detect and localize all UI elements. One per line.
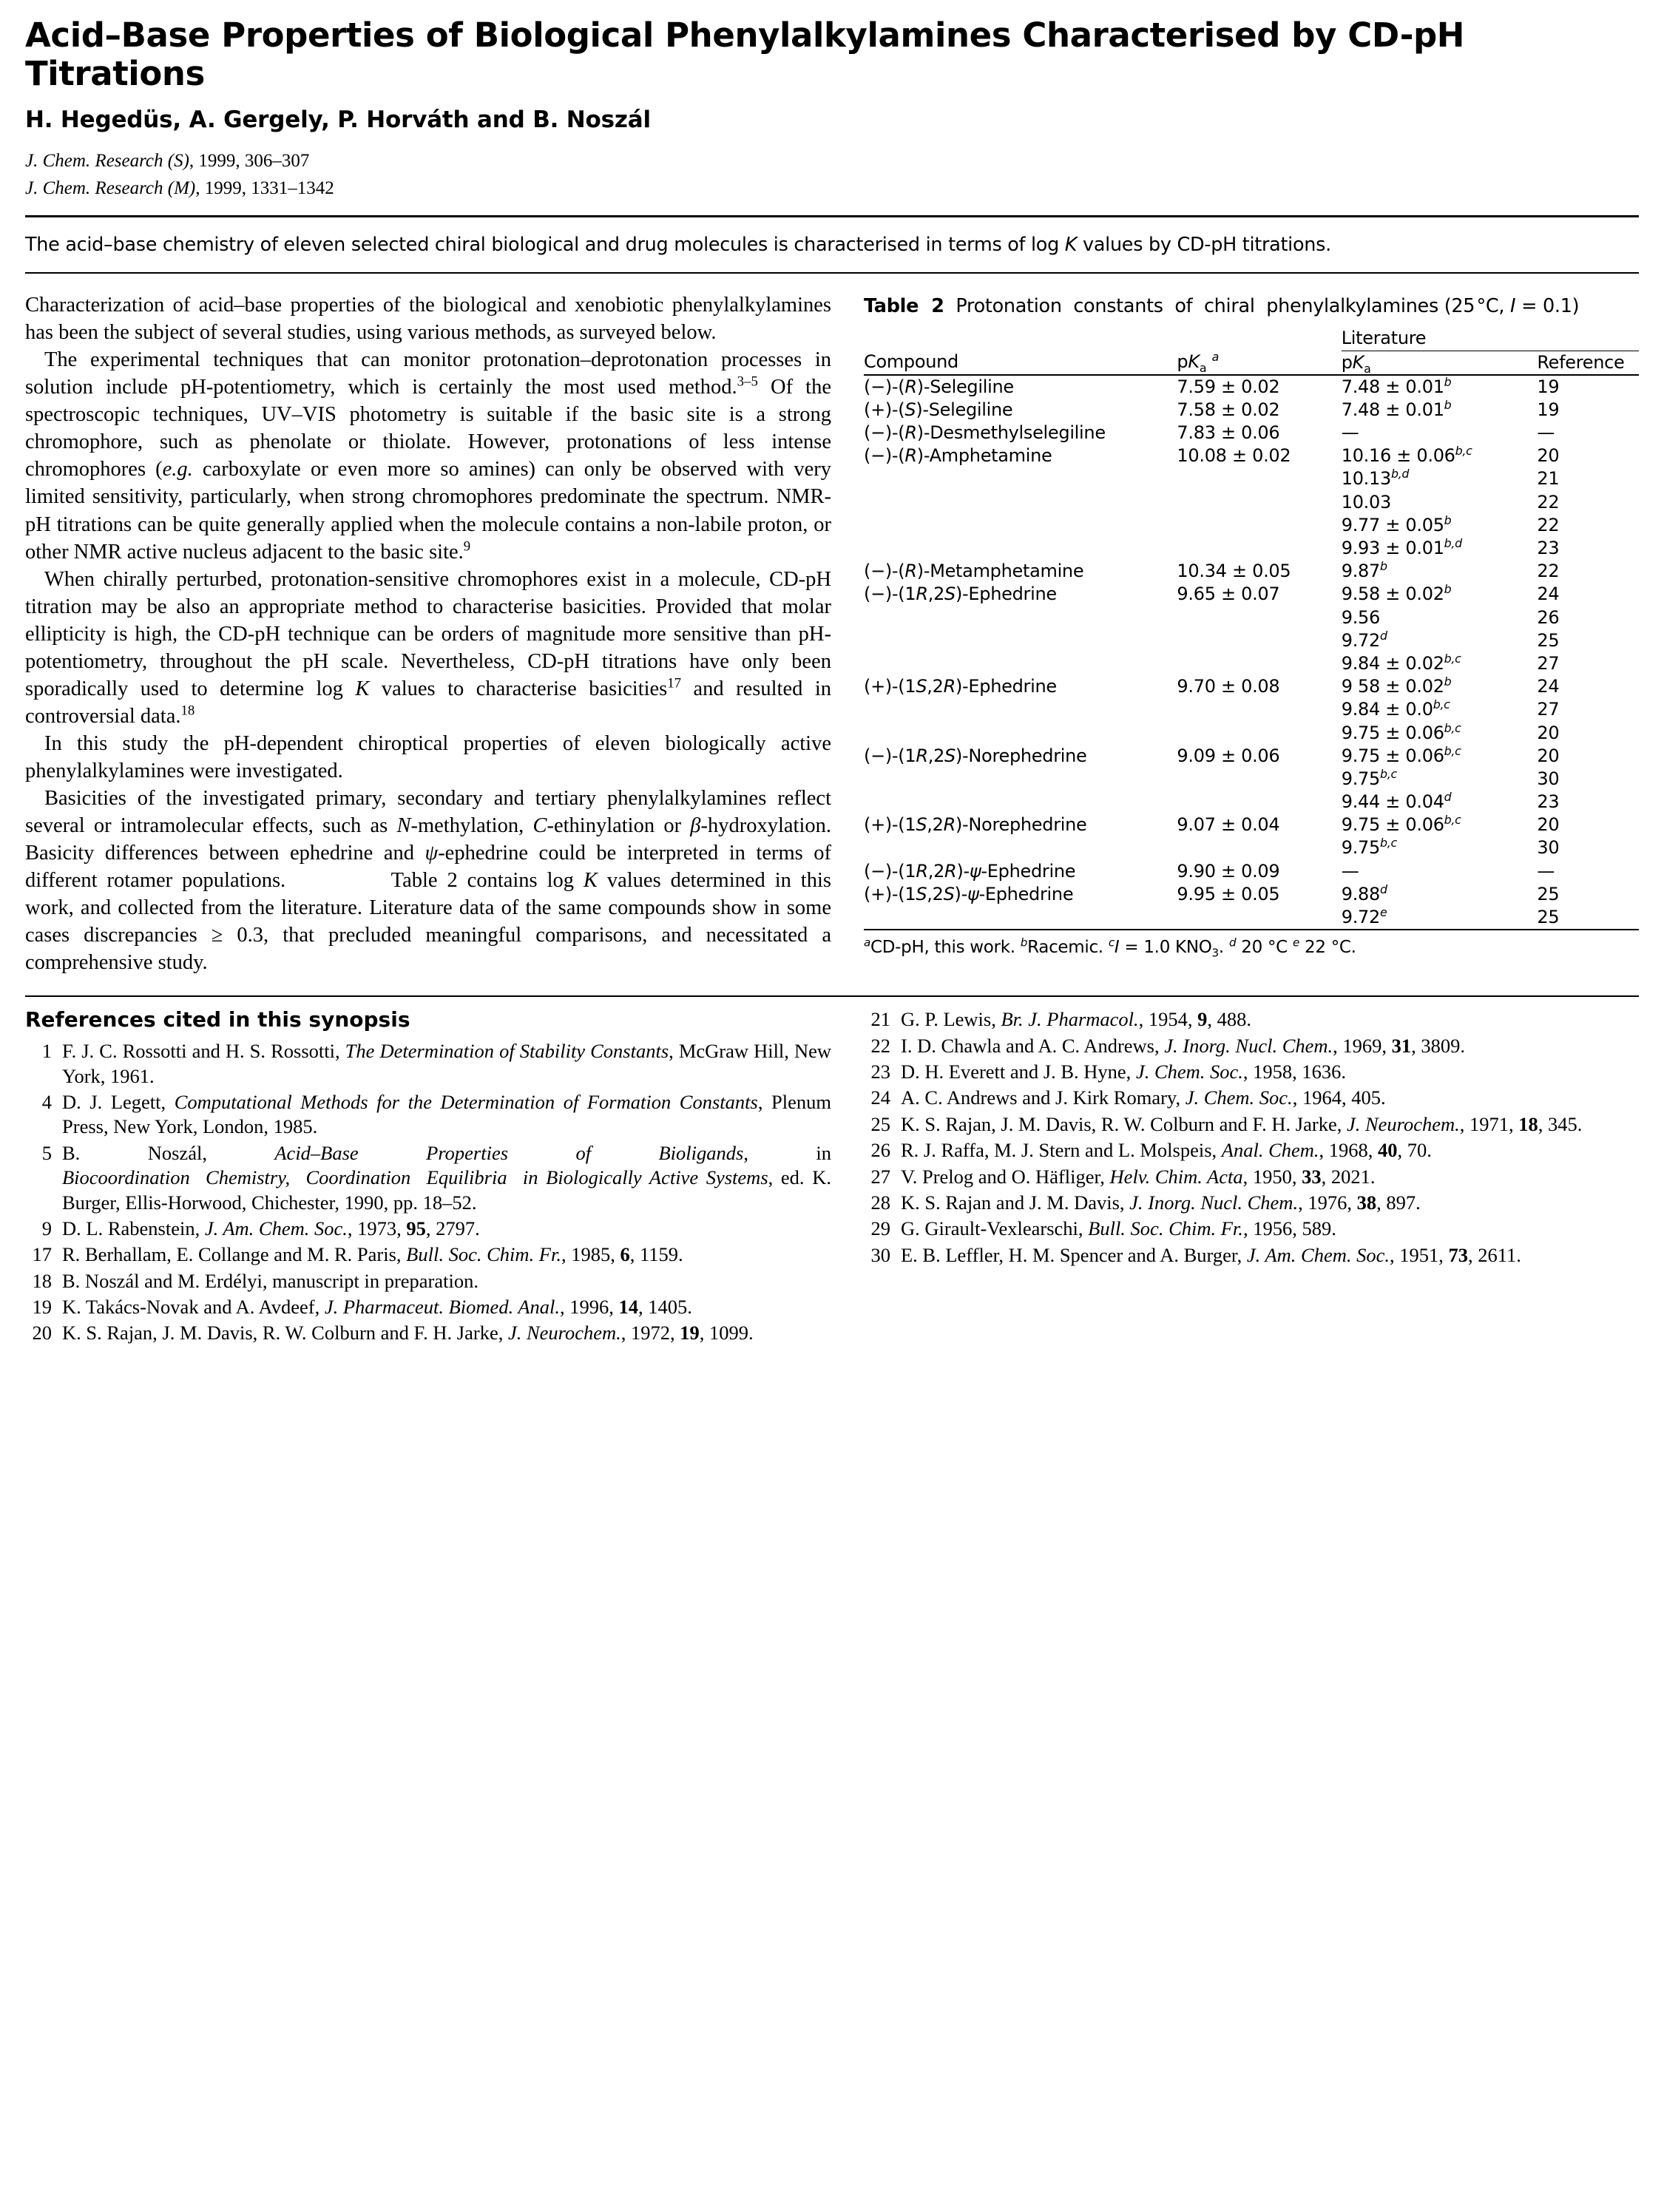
cell-ref: 20 <box>1537 745 1560 766</box>
cell-pka <box>1177 514 1341 537</box>
cell-ref: 24 <box>1537 676 1560 697</box>
reference-number: 25 <box>870 1112 890 1135</box>
cell-compound <box>864 652 1177 675</box>
cell-ref: 23 <box>1537 538 1560 559</box>
cell-compound <box>864 698 1177 721</box>
cell-ref: 19 <box>1537 376 1560 397</box>
column-left <box>25 291 831 976</box>
cell-lit: 9.44 ± 0.04$^d$ <box>1341 790 1452 813</box>
paragraph-5: Basicities of the investigated primary, secondary and tertiary phenylalkylamines reflect several or intramolecular effects, such as N-methylation, C-ethinylation or β-hydroxylation. Basicity differences between ephedrine and ψ-ephedrine could be interpreted in terms of different rotamer populations. Table 2 contains log K values determined in this work, and collected from the literature. Literature data of the same compounds show in some cases discrepancies ≥ 0.3, that precluded meaningful comparisons, and necessitated a comprehensive study. <box>25 786 831 975</box>
reference-text: B. Noszál and M. Erdélyi, manuscript in preparation. <box>62 1269 478 1292</box>
paragraph-2: The experimental techniques that can monitor protonation–deprotonation processes in solution include pH-potentiometry, which is certainly the most used method.$^{3-5}$ Of the spectroscopic techniques, UV–VIS photometry is suitable if the basic site is a strong chromophore, such as phenolate or thiolate. However, protonations of less intense chromophores (e.g. carboxylate or even more so amines) can only be observed with very limited sensitivity, particularly, when strong chromophores predominate the spectrum. NMR-pH titrations can be quite generally applied when the molecule contains a non-labile proton, or other NMR active nucleus adjacent to the basic site.$^9$ <box>25 348 831 564</box>
cell-pka: 7.59 ± 0.02 <box>1177 376 1280 397</box>
reference-text: G. Girault-Vexlearschi, Bull. Soc. Chim. Fr., 1956, 589. <box>901 1217 1336 1240</box>
reference-text: D. H. Everett and J. B. Hyne, J. Chem. Soc., 1958, 1636. <box>901 1061 1347 1083</box>
cell-pka <box>1177 537 1341 560</box>
reference-text: B. Noszál, Acid–Base Properties of Bioligands, in Biocoordination Chemistry, Coordination Equilibria in Biologically Active Systems, ed. K. Burger, Ellis-Horwood, Chichester, 1990, pp. 18–52. <box>62 1141 831 1214</box>
reference-number: 30 <box>870 1243 890 1266</box>
table-row <box>864 836 1639 859</box>
reference-number: 5 <box>41 1141 52 1164</box>
cell-lit: $9.84 \pm 0.0^{b,c}$ <box>1341 697 1450 720</box>
column-right <box>864 291 1639 976</box>
divider-references <box>25 995 1639 997</box>
cell-lit: 9.58 ± 0.02$^b$ <box>1341 582 1452 605</box>
cell-ref: 20 <box>1537 445 1560 467</box>
cell-lit: 9.77 ± 0.05$^b$ <box>1341 513 1452 535</box>
cell-pka <box>1177 698 1341 721</box>
list-item <box>864 1086 1639 1110</box>
reference-number: 27 <box>870 1165 890 1188</box>
divider-abstract <box>25 272 1639 274</box>
reference-number: 29 <box>870 1217 890 1240</box>
divider-top <box>25 215 1639 217</box>
cell-compound <box>864 514 1177 537</box>
cell-lit: 7.48 ± 0.01$^b$ <box>1341 397 1452 420</box>
cell-lit: 9 58 ± 0.02$^b$ <box>1341 674 1452 697</box>
table-row <box>864 375 1639 399</box>
table-row <box>864 768 1639 791</box>
reference-number: 19 <box>32 1296 52 1319</box>
list-item <box>864 1217 1639 1241</box>
cell-pka: 10.08 ± 0.02 <box>1177 445 1291 467</box>
cell-compound <box>864 768 1177 791</box>
list-item <box>864 1034 1639 1058</box>
cell-ref: — <box>1537 860 1555 882</box>
list-item <box>864 1138 1639 1163</box>
table-footnote: $^a$CD-pH, this work. $^b$Racemic. $^c$I = 1.0 $KNO_3$. $^d$ 20 °C $^e$ 22 °C. <box>864 936 1356 960</box>
table-row <box>864 491 1639 514</box>
cell-pka <box>1177 768 1341 791</box>
reference-number: 21 <box>870 1008 890 1031</box>
cell-compound <box>864 722 1177 745</box>
table-header-row <box>864 351 1639 375</box>
cell-pka <box>1177 722 1341 745</box>
abstract-text: The acid–base chemistry of eleven selected chiral biological and drug molecules is characterised in terms of log K values by CD-pH titrations. <box>25 233 1331 256</box>
header-pka-literature: $pK_a$ <box>1341 351 1371 376</box>
cell-ref: 20 <box>1537 722 1560 743</box>
cell-pka: 9.65 ± 0.07 <box>1177 584 1280 605</box>
cell-pka: 9.95 ± 0.05 <box>1177 883 1280 904</box>
list-item <box>864 1243 1639 1268</box>
list-item <box>864 1112 1639 1137</box>
list-item <box>864 1165 1639 1189</box>
table-row <box>864 444 1639 467</box>
cell-pka <box>1177 606 1341 629</box>
table-row <box>864 791 1639 814</box>
cell-ref: 27 <box>1537 652 1560 674</box>
cell-compound: (−)-(1R,2S)-Norephedrine <box>864 745 1087 766</box>
cell-compound <box>864 537 1177 560</box>
reference-text: D. L. Rabenstein, J. Am. Chem. Soc., 1973, 95, 2797. <box>62 1217 480 1239</box>
cell-ref: 25 <box>1537 629 1560 651</box>
reference-text: I. D. Chawla and A. C. Andrews, J. Inorg. Nucl. Chem., 1969, 31, 3809. <box>901 1034 1466 1057</box>
reference-number: 20 <box>32 1322 52 1345</box>
cell-pka: 10.34 ± 0.05 <box>1177 561 1291 582</box>
table-row <box>864 814 1639 836</box>
table-row <box>864 722 1639 745</box>
cell-compound: (−)-(1R,2R)-ψ-Ephedrine <box>864 860 1076 882</box>
reference-number: 24 <box>870 1086 890 1109</box>
reference-text: G. P. Lewis, Br. J. Pharmacol., 1954, 9, 488. <box>901 1008 1252 1031</box>
cell-lit: 9.87$^b$ <box>1341 559 1387 582</box>
cell-compound: (−)-(R)-Amphetamine <box>864 445 1052 467</box>
cell-compound <box>864 629 1177 652</box>
reference-text: V. Prelog and O. Häfliger, Helv. Chim. Acta, 1950, 33, 2021. <box>901 1165 1376 1188</box>
table-row <box>864 629 1639 652</box>
cell-lit: 10.03 <box>1341 491 1391 513</box>
cell-compound <box>864 836 1177 859</box>
cell-compound <box>864 491 1177 514</box>
cell-ref: 30 <box>1537 768 1560 789</box>
reference-text: D. J. Legett, Computational Methods for the Determination of Formation Constants, Plenum Press, New York, London, 1985. <box>62 1091 831 1138</box>
cell-ref: 22 <box>1537 491 1560 513</box>
cell-lit: $10.16 \pm 0.06^{b,c}$ <box>1341 444 1472 467</box>
author-list: H. Hegedüs, A. Gergely, P. Horváth and B. Noszál <box>25 106 651 134</box>
reference-number: 18 <box>32 1269 52 1292</box>
cell-pka <box>1177 491 1341 514</box>
cell-pka: 9.09 ± 0.06 <box>1177 745 1280 766</box>
table-row <box>864 745 1639 768</box>
table-row <box>864 399 1639 422</box>
cell-pka: 7.83 ± 0.06 <box>1177 422 1280 444</box>
table-row <box>864 583 1639 606</box>
paragraph-1: Characterization of acid–base properties of the biological and xenobiotic phenylalkylamines has been the subject of several studies, using various methods, as surveyed below. <box>25 294 831 345</box>
header-compound: Compound <box>864 351 958 373</box>
list-item <box>25 1295 831 1319</box>
cell-lit: $9.75 \pm 0.06^{b,c}$ <box>1341 743 1461 766</box>
cell-lit: $9.75 \pm 0.06^{b,c}$ <box>1341 720 1461 743</box>
cell-lit: $9.75 \pm 0.06^{b,c}$ <box>1341 813 1461 836</box>
cell-ref: 24 <box>1537 584 1560 605</box>
reference-number: 23 <box>870 1061 890 1083</box>
cell-lit: — <box>1341 860 1359 882</box>
cell-pka <box>1177 467 1341 490</box>
cell-ref: 27 <box>1537 699 1560 720</box>
cell-ref: — <box>1537 422 1555 444</box>
cell-lit: 10.13$^{b,d}$ <box>1341 467 1410 490</box>
cell-lit: — <box>1341 422 1359 444</box>
table-row <box>864 698 1639 721</box>
list-item <box>25 1039 831 1089</box>
cell-compound: (−)-(R)-Selegiline <box>864 376 1014 397</box>
reference-text: R. Berhallam, E. Collange and M. R. Paris, Bull. Soc. Chim. Fr., 1985, 6, 1159. <box>62 1243 683 1266</box>
list-item <box>25 1141 831 1215</box>
journal-citation-full: J. Chem. Research (M), 1999, 1331–1342 <box>25 177 334 198</box>
list-item <box>25 1269 831 1293</box>
reference-number: 22 <box>870 1034 890 1057</box>
cell-ref: 22 <box>1537 561 1560 582</box>
cell-pka <box>1177 906 1341 930</box>
reference-text: A. C. Andrews and J. Kirk Romary, J. Chem. Soc., 1964, 405. <box>901 1086 1386 1109</box>
references-section <box>25 1007 1639 1347</box>
cell-ref: 22 <box>1537 514 1560 535</box>
list-item <box>25 1321 831 1345</box>
reference-text: R. J. Raffa, M. J. Stern and L. Molspeis, Anal. Chem., 1968, 40, 70. <box>901 1139 1432 1162</box>
reference-number: 4 <box>41 1091 52 1114</box>
page-title: Acid–Base Properties of Biological Phenylalkylamines Characterised by CD-pH Titrations <box>25 16 1465 94</box>
cell-lit: 9.75$^{b,c}$ <box>1341 836 1397 859</box>
table-caption: Table 2 Protonation constants of chiral phenylalkylamines (25 °C, I = 0.1) <box>864 295 1580 318</box>
cell-compound: (−)-(R)-Metamphetamine <box>864 561 1084 582</box>
cell-pka <box>1177 791 1341 814</box>
cell-compound: (−)-(1R,2S)-Ephedrine <box>864 584 1057 605</box>
table-row <box>864 467 1639 490</box>
cell-lit: 9.88$^d$ <box>1341 882 1387 904</box>
cell-compound: (+)-(1S,2R)-Norephedrine <box>864 814 1087 836</box>
paragraph-4: In this study the pH-dependent chiroptical properties of eleven biologically active phenylalkylamines were investigated. <box>25 731 831 782</box>
cell-lit: 7.48 ± 0.01$^b$ <box>1341 374 1452 397</box>
header-pka-this-work: $pK_a$ $^a$ <box>1177 350 1219 375</box>
reference-text: K. Takács-Novak and A. Avdeef, J. Pharmaceut. Biomed. Anal., 1996, 14, 1405. <box>62 1296 692 1319</box>
reference-text: F. J. C. Rossotti and H. S. Rossotti, The Determination of Stability Constants, McGraw Hill, New York, 1961. <box>62 1040 832 1087</box>
table-group-header-row <box>864 327 1639 351</box>
cell-ref: 25 <box>1537 883 1560 904</box>
paragraph-3: When chirally perturbed, protonation-sensitive chromophores exist in a molecule, CD-pH titration may be also an appropriate method to characterise basicities. Provided that molar ellipticity is high, the CD-pH technique can be orders of magnitude more sensitive than pH-potentiometry, throughout the pH scale. Nevertheless, CD-pH titrations have only been sporadically used to determine log K values to characterise basicities$^{17}$ and resulted in controversial data.$^{18}$ <box>25 567 831 728</box>
reference-number: 17 <box>32 1243 52 1266</box>
cell-lit: $9.84 \pm 0.02^{b,c}$ <box>1341 651 1461 674</box>
list-item <box>25 1090 831 1140</box>
literature-group-header: Literature <box>1342 327 1639 351</box>
references-column-left <box>25 1007 831 1347</box>
references-column-right <box>864 1007 1639 1347</box>
cell-lit: 9.56 <box>1341 606 1380 628</box>
table-row <box>864 606 1639 629</box>
list-item <box>864 1191 1639 1215</box>
table-row <box>864 514 1639 537</box>
cell-lit: $9.93 \pm 0.01^{b,d}$ <box>1341 536 1462 559</box>
cell-compound: (+)-(S)-Selegiline <box>864 399 1013 420</box>
cell-ref: 30 <box>1537 837 1560 859</box>
reference-number: 9 <box>41 1217 52 1239</box>
table-row <box>864 537 1639 560</box>
cell-compound: (+)-(1S,2S)-ψ-Ephedrine <box>864 883 1074 904</box>
table-row <box>864 422 1639 444</box>
reference-text: K. S. Rajan, J. M. Davis, R. W. Colburn and F. H. Jarke, J. Neurochem., 1971, 18, 345. <box>901 1112 1583 1135</box>
table-row <box>864 675 1639 698</box>
reference-number: 26 <box>870 1139 890 1162</box>
body-columns <box>25 291 1639 976</box>
cell-lit: 9.72e <box>1341 905 1387 928</box>
header-reference: Reference <box>1537 351 1625 373</box>
cell-pka <box>1177 836 1341 859</box>
table-row <box>864 906 1639 930</box>
cell-pka: 9.90 ± 0.09 <box>1177 860 1280 882</box>
cell-pka: 7.58 ± 0.02 <box>1177 399 1280 420</box>
cell-lit: 9.72$^d$ <box>1341 628 1387 651</box>
table-row <box>864 652 1639 675</box>
cell-pka: 9.70 ± 0.08 <box>1177 676 1280 697</box>
table-row <box>864 560 1639 583</box>
table-row <box>864 860 1639 883</box>
cell-compound: (+)-(1S,2R)-Ephedrine <box>864 676 1057 697</box>
cell-ref: 21 <box>1537 468 1560 490</box>
list-item <box>864 1007 1639 1032</box>
cell-pka <box>1177 652 1341 675</box>
table-row <box>864 883 1639 906</box>
cell-compound <box>864 606 1177 629</box>
cell-compound <box>864 906 1177 930</box>
cell-ref: 23 <box>1537 791 1560 813</box>
cell-compound <box>864 467 1177 490</box>
cell-ref: 25 <box>1537 907 1560 928</box>
cell-compound: (−)-(R)-Desmethylselegiline <box>864 422 1106 444</box>
reference-number: 1 <box>41 1040 52 1063</box>
list-item <box>25 1217 831 1241</box>
cell-ref: 19 <box>1537 399 1560 420</box>
cell-ref: 20 <box>1537 814 1560 836</box>
cell-pka: 9.07 ± 0.04 <box>1177 814 1280 836</box>
reference-text: E. B. Leffler, H. M. Spencer and A. Burger, J. Am. Chem. Soc., 1951, 73, 2611. <box>901 1243 1521 1266</box>
list-item <box>864 1060 1639 1084</box>
references-heading: References cited in this synopsis <box>25 1007 410 1032</box>
reference-number: 28 <box>870 1191 890 1214</box>
journal-citation-synopsis: J. Chem. Research (S), 1999, 306–307 <box>25 151 310 172</box>
cell-ref: 26 <box>1537 606 1560 628</box>
protonation-constants-table <box>864 327 1639 930</box>
cell-lit: 9.75$^{b,c}$ <box>1341 766 1397 789</box>
reference-text: K. S. Rajan, J. M. Davis, R. W. Colburn and F. H. Jarke, J. Neurochem., 1972, 19, 1099. <box>62 1322 754 1345</box>
cell-pka <box>1177 629 1341 652</box>
cell-compound <box>864 791 1177 814</box>
reference-text: K. S. Rajan and J. M. Davis, J. Inorg. Nucl. Chem., 1976, 38, 897. <box>901 1191 1421 1214</box>
list-item <box>25 1242 831 1267</box>
